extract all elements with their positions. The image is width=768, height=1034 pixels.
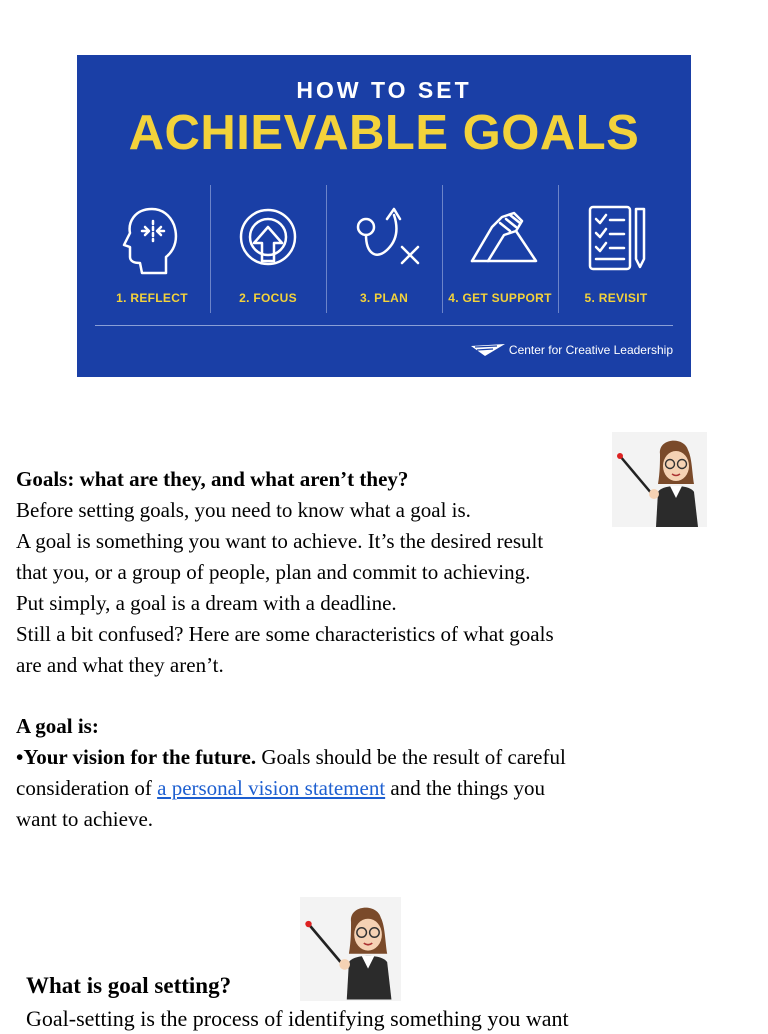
step-label: 2. FOCUS: [239, 291, 297, 305]
teacher-pointer-icon: [300, 897, 401, 1001]
section-heading-goals: Goals: what are they, and what aren’t they?: [16, 467, 409, 491]
paragraph-line: [16, 773, 545, 804]
step-label: 3. PLAN: [359, 291, 409, 305]
banner-subtitle: HOW TO SET: [296, 77, 472, 103]
paragraph-line: are and what they aren’t.: [16, 653, 224, 677]
step-label: 5. REVISIT: [584, 291, 648, 305]
section-heading-goal-setting: What is goal setting?: [26, 973, 232, 998]
line-text: consideration of: [16, 776, 158, 800]
paragraph-line: want to achieve.: [16, 807, 154, 831]
step-reflect: [94, 185, 210, 313]
ccl-logo-icon: [471, 343, 505, 357]
line-text: and the things you: [385, 776, 545, 800]
bullet-bold-text: •Your vision for the future.: [16, 745, 257, 769]
banner-title: ACHIEVABLE GOALS: [128, 106, 640, 160]
step-plan: [326, 185, 442, 313]
paragraph-line: Put simply, a goal is a dream with a deadline.: [16, 591, 397, 615]
goals-banner: [77, 55, 691, 377]
vision-statement-link[interactable]: a personal vision statement: [157, 776, 386, 800]
step-label: 4. GET SUPPORT: [448, 291, 552, 305]
teacher-illustration: [612, 432, 707, 527]
paragraph-line: Before setting goals, you need to know what a goal is.: [16, 498, 471, 522]
ccl-credit-text: Center for Creative Leadership: [508, 343, 673, 357]
ccl-credit: [471, 343, 673, 357]
target-arrow-icon: [238, 201, 298, 287]
handshake-icon: [470, 201, 540, 287]
teacher-illustration: [300, 897, 401, 1001]
teacher-pointer-icon: [612, 432, 707, 527]
step-revisit: [558, 185, 674, 313]
bullet-line: [16, 742, 566, 773]
paragraph-line: that you, or a group of people, plan and commit to achieving.: [16, 560, 531, 584]
banner-rule: [95, 325, 673, 326]
paragraph-line: Still a bit confused? Here are some characteristics of what goals: [16, 622, 554, 646]
checklist-icon: [586, 201, 656, 287]
step-get-support: [442, 185, 558, 313]
plan-path-icon: [354, 201, 424, 287]
step-focus: [210, 185, 326, 313]
paragraph-line: Goal-setting is the process of identifying something you want: [26, 1006, 569, 1031]
head-arrows-icon: [122, 201, 182, 287]
section-heading-a-goal-is: A goal is:: [16, 714, 99, 738]
bullet-text: Goals should be the result of careful: [256, 745, 566, 769]
paragraph-line: A goal is something you want to achieve. It’s the desired result: [16, 529, 544, 553]
step-label: 1. REFLECT: [116, 291, 188, 305]
